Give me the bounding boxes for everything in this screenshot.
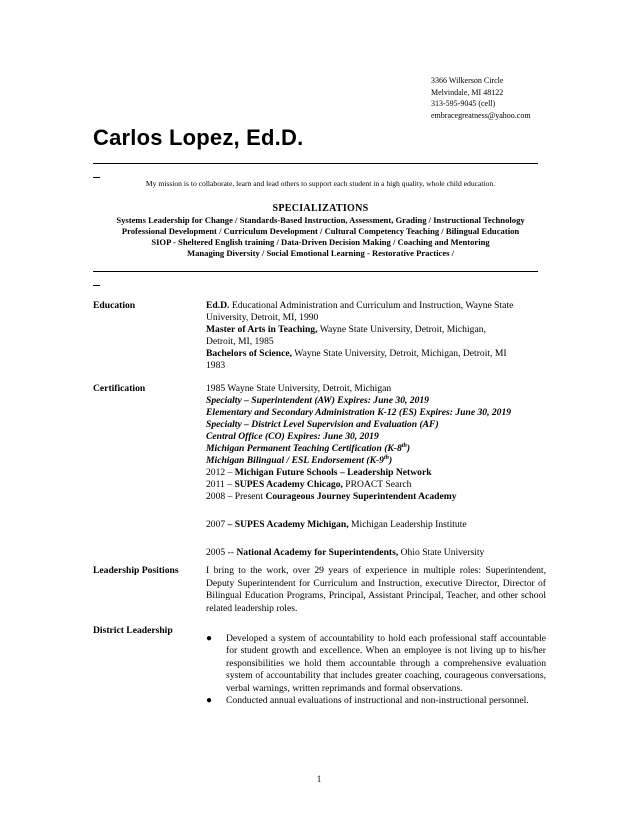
degree-bs: Bachelors of Science, xyxy=(206,348,293,359)
cert-line: 2007 – SUPES Academy Michigan, Michigan Leadership Institute xyxy=(206,519,467,530)
degree-bs-detail-2: 1983 xyxy=(206,360,226,371)
specialization-line: Professional Development / Curriculum Development / Cultural Competency Teaching / Bilingual Education xyxy=(121,226,520,236)
specialization-line: SIOP - Sheltered English training / Data-Driven Decision Making / Coaching and Mentoring xyxy=(151,237,490,247)
degree-edd: Ed.D. xyxy=(206,300,230,311)
page-number: 1 xyxy=(316,774,322,784)
divider xyxy=(93,271,538,272)
degree-ma: Master of Arts in Teaching, xyxy=(206,324,318,335)
cert-line: Michigan Permanent Teaching Certification (K-8th) xyxy=(206,442,411,454)
cert-line: 2005 -- National Academy for Superintendents, Ohio State University xyxy=(206,547,485,558)
list-item xyxy=(206,633,546,695)
specialization-line: Managing Diversity / Social Emotional Learning - Restorative Practices / xyxy=(186,248,455,258)
mission-statement: My mission is to collaborate, learn and lead others to support each student in a high quality, whole child education. xyxy=(145,179,496,188)
education-content xyxy=(206,300,546,372)
contact-email: embracegreatness@yahoo.com xyxy=(431,110,531,120)
specializations-heading: SPECIALIZATIONS xyxy=(272,203,369,214)
divider xyxy=(93,163,538,164)
cert-line: 2011 – SUPES Academy Chicago, PROACT Search xyxy=(206,479,412,490)
certification-label: Certification xyxy=(93,383,146,394)
district-bullets xyxy=(206,633,546,707)
specializations-list xyxy=(89,215,552,259)
list-item xyxy=(206,695,546,707)
degree-ma-detail-2: Detroit, MI, 1985 xyxy=(206,336,274,347)
degree-edd-detail-2: University, Detroit, MI, 1990 xyxy=(206,312,319,323)
cert-line: 1985 Wayne State University, Detroit, Michigan xyxy=(206,383,392,394)
district-label: District Leadership xyxy=(93,625,173,636)
contact-street: 3366 Wilkerson Circle xyxy=(431,76,504,85)
cert-line: Central Office (CO) Expires: June 30, 2019 xyxy=(206,431,379,442)
contact-block xyxy=(431,75,531,121)
candidate-name: Carlos Lopez, Ed.D. xyxy=(93,125,304,150)
specialization-line: Systems Leadership for Change / Standards-Based Instruction, Assessment, Grading / Instructional Technology xyxy=(116,215,525,225)
divider-tick xyxy=(93,285,100,286)
cert-line: 2008 – Present Courageous Journey Superintendent Academy xyxy=(206,491,457,502)
cert-line: Specialty – Superintendent (AW) Expires: June 30, 2019 xyxy=(206,395,429,406)
bullet-icon: ● xyxy=(206,695,213,707)
degree-bs-detail: Wayne State University, Detroit, Michigan, Detroit, MI xyxy=(292,348,507,359)
cert-line: Elementary and Secondary Administration K-12 (ES) Expires: June 30, 2019 xyxy=(206,407,512,418)
cert-line: Michigan Bilingual / ESL Endorsement (K-9th) xyxy=(206,454,393,466)
bullet-icon: ● xyxy=(206,633,213,644)
cert-line: 2012 – Michigan Future Schools – Leadership Network xyxy=(206,467,432,478)
certification-content xyxy=(206,383,546,559)
degree-edd-detail: Educational Administration and Curriculum and Instruction, Wayne State xyxy=(229,300,514,311)
education-label: Education xyxy=(93,300,136,311)
divider-tick xyxy=(93,177,100,178)
contact-phone: 313-595-9045 (cell) xyxy=(431,99,496,108)
degree-ma-detail: Wayne State University, Detroit, Michigan, xyxy=(317,324,486,335)
leadership-label: Leadership Positions xyxy=(93,565,179,576)
leadership-text: I bring to the work, over 29 years of experience in multiple roles: Superintendent, Deputy Superintendent for Curriculum and Instruction, executive Director, Director of Bilingual Education Programs, Principal, Assistant Principal, Teacher, and other school related leadership roles. xyxy=(206,565,546,614)
bullet-text: Conducted annual evaluations of instructional and non-instructional personnel. xyxy=(226,695,529,707)
bullet-text: Developed a system of accountability to hold each professional staff accountable for student growth and excellence. When an employee is not living up to his/her responsibilities we hold them accountable through a comprehensive evaluation system of accountability that includes greater coaching, courageous conversations, verbal warnings, written reprimands and formal observations. xyxy=(226,633,546,694)
contact-city: Melvindale, MI 48122 xyxy=(431,87,504,97)
cert-line: Specialty – District Level Supervision and Evaluation (AF) xyxy=(206,419,439,430)
